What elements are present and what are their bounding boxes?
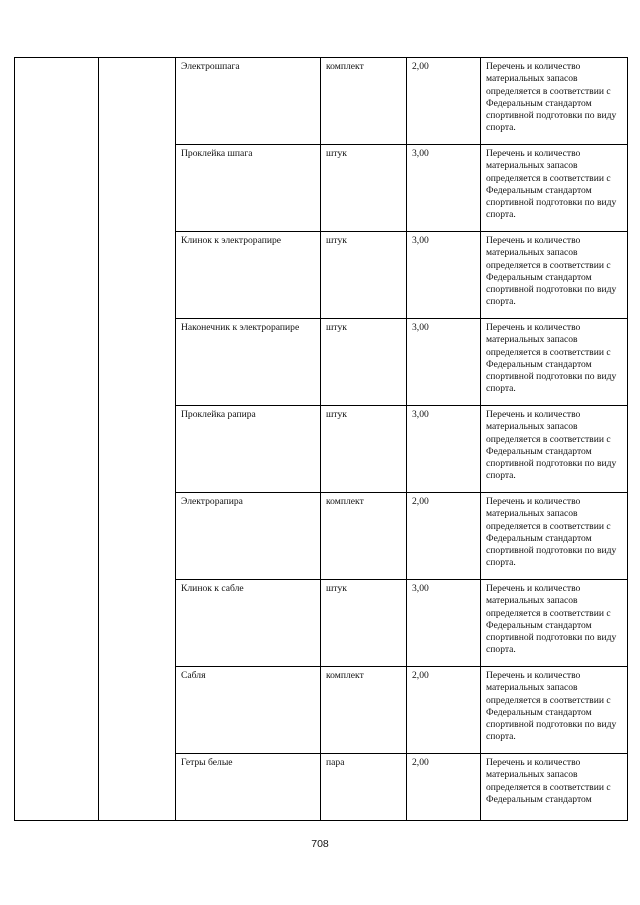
quantity-cell: 3,00 — [407, 145, 481, 232]
table-row — [15, 58, 628, 145]
quantity-cell: 3,00 — [407, 319, 481, 406]
note-cell: Перечень и количество материальных запасов определяется в соответствии с Федеральным стандартом спортивной подготовки по виду спорта. — [481, 667, 628, 754]
quantity-cell: 2,00 — [407, 493, 481, 580]
unit-cell: комплект — [321, 667, 407, 754]
unit-cell: штук — [321, 580, 407, 667]
merged-empty-cell — [15, 58, 99, 821]
note-cell: Перечень и количество материальных запасов определяется в соответствии с Федеральным стандартом спортивной подготовки по виду спорта. — [481, 319, 628, 406]
quantity-cell: 3,00 — [407, 580, 481, 667]
note-cell: Перечень и количество материальных запасов определяется в соответствии с Федеральным стандартом спортивной подготовки по виду спорта. — [481, 493, 628, 580]
note-cell: Перечень и количество материальных запасов определяется в соответствии с Федеральным стандартом спортивной подготовки по виду спорта. — [481, 58, 628, 145]
note-cell: Перечень и количество материальных запасов определяется в соответствии с Федеральным стандартом спортивной подготовки по виду спорта. — [481, 232, 628, 319]
quantity-cell: 2,00 — [407, 667, 481, 754]
item-name-cell: Клинок к электрорапире — [176, 232, 321, 319]
unit-cell: пара — [321, 754, 407, 821]
quantity-cell: 2,00 — [407, 58, 481, 145]
quantity-cell: 3,00 — [407, 406, 481, 493]
unit-cell: штук — [321, 232, 407, 319]
note-cell: Перечень и количество материальных запасов определяется в соответствии с Федеральным стандартом — [481, 754, 628, 821]
materials-table — [14, 57, 628, 821]
item-name-cell: Гетры белые — [176, 754, 321, 821]
item-name-cell: Наконечник к электрорапире — [176, 319, 321, 406]
unit-cell: комплект — [321, 493, 407, 580]
item-name-cell: Электрошпага — [176, 58, 321, 145]
note-cell: Перечень и количество материальных запасов определяется в соответствии с Федеральным стандартом спортивной подготовки по виду спорта. — [481, 406, 628, 493]
item-name-cell: Клинок к сабле — [176, 580, 321, 667]
item-name-cell: Электрорапира — [176, 493, 321, 580]
note-cell: Перечень и количество материальных запасов определяется в соответствии с Федеральным стандартом спортивной подготовки по виду спорта. — [481, 145, 628, 232]
note-cell: Перечень и количество материальных запасов определяется в соответствии с Федеральным стандартом спортивной подготовки по виду спорта. — [481, 580, 628, 667]
merged-empty-cell — [99, 58, 176, 821]
item-name-cell: Проклейка рапира — [176, 406, 321, 493]
unit-cell: штук — [321, 406, 407, 493]
unit-cell: штук — [321, 145, 407, 232]
page-number: 708 — [311, 838, 329, 850]
unit-cell: штук — [321, 319, 407, 406]
unit-cell: комплект — [321, 58, 407, 145]
item-name-cell: Проклейка шпага — [176, 145, 321, 232]
quantity-cell: 3,00 — [407, 232, 481, 319]
quantity-cell: 2,00 — [407, 754, 481, 821]
item-name-cell: Сабля — [176, 667, 321, 754]
